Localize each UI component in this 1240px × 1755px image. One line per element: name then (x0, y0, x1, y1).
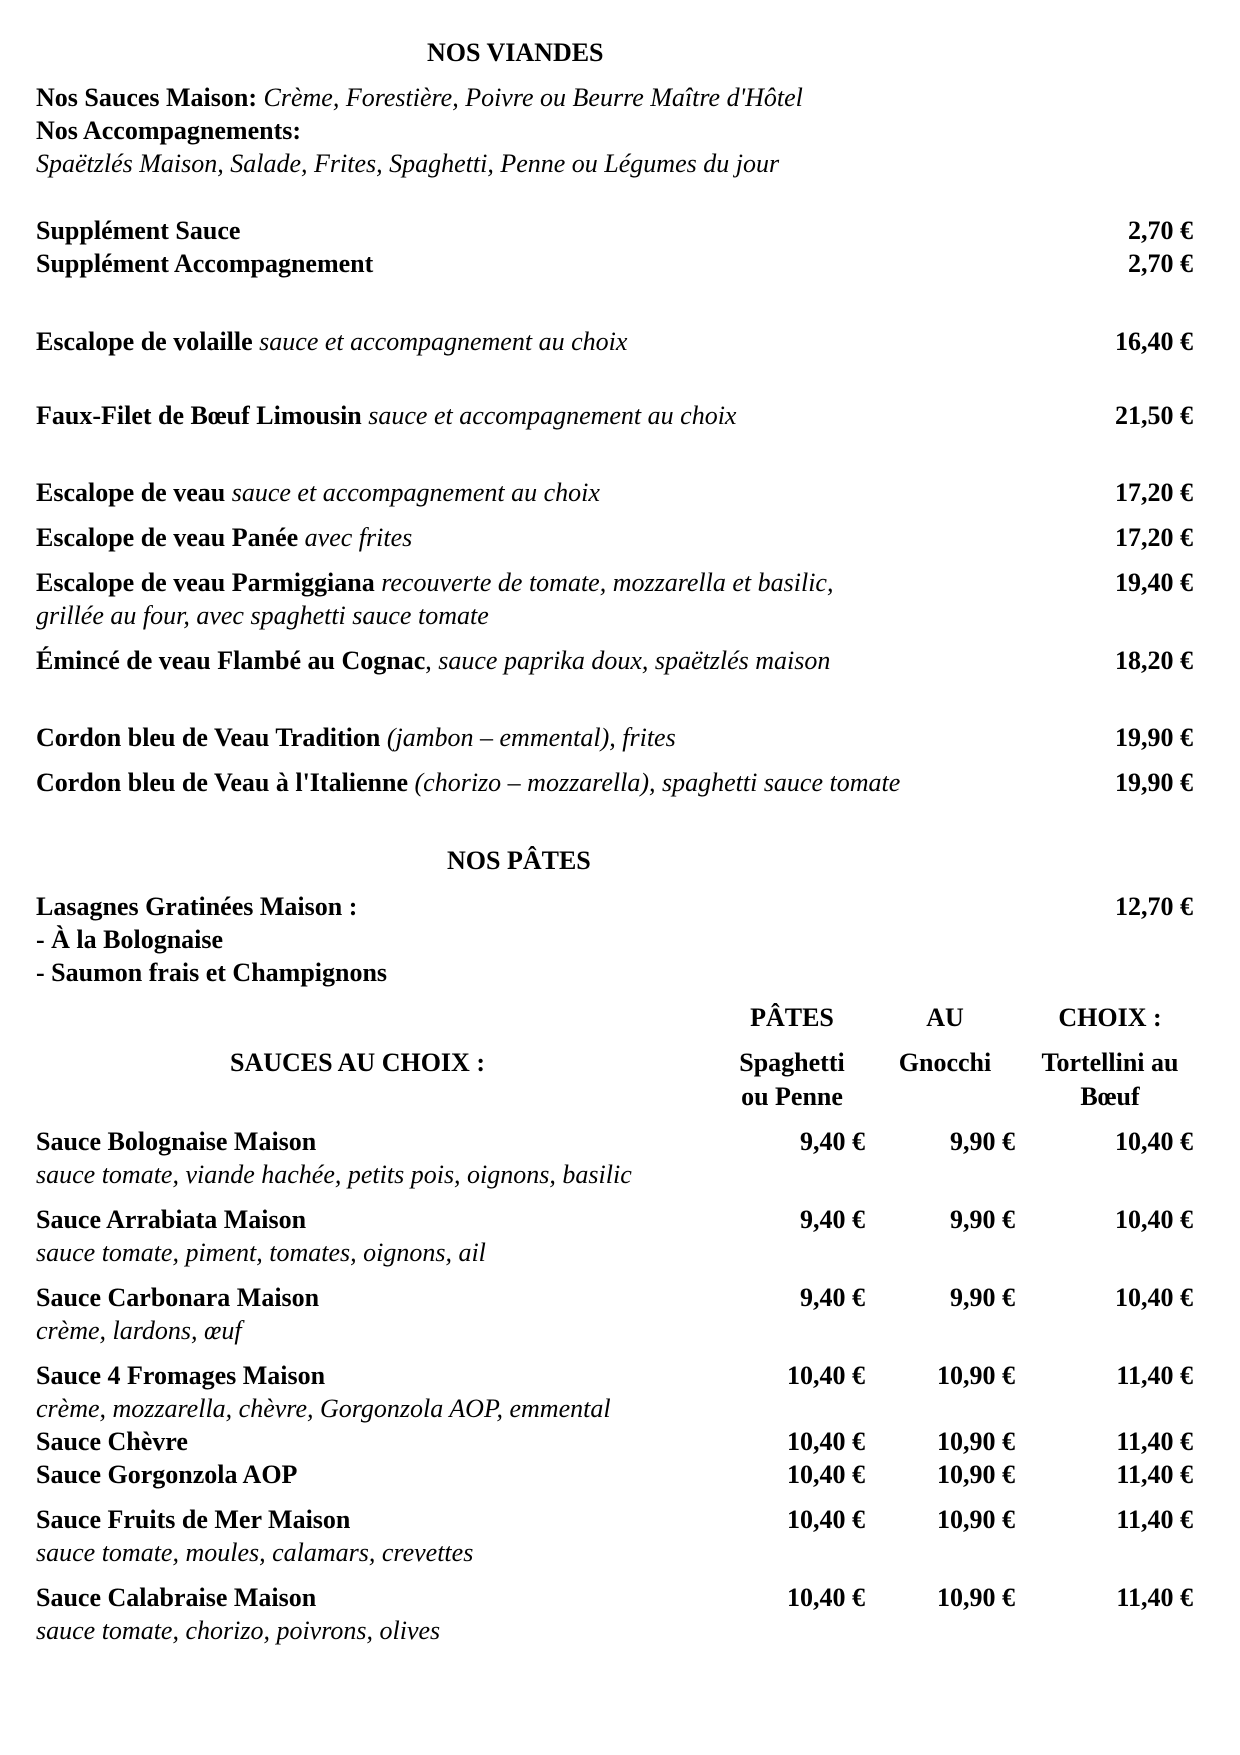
menu-item-name: Cordon bleu de Veau à l'Italienne (36, 768, 409, 797)
menu-item-name: Émincé de veau Flambé au Cognac (36, 646, 426, 675)
sauce-name: Sauce Fruits de Mer Maison (36, 1505, 351, 1534)
sauce-desc: crème, lardons, œuf (36, 1316, 242, 1345)
menu-item-desc: recouverte de tomate, mozzarella et basilic, (374, 568, 834, 597)
menu-item-price: 16,40 € (1115, 327, 1193, 356)
sauce-desc: sauce tomate, moules, calamars, crevettes (36, 1538, 474, 1567)
sauce-name: Sauce Bolognaise Maison (36, 1127, 317, 1156)
sauce-price-tortellini: 10,40 € (1115, 1283, 1193, 1312)
menu-item (36, 399, 736, 433)
sauce-price-gnocchi: 9,90 € (950, 1205, 1015, 1234)
sauce-price-tortellini: 11,40 € (1116, 1505, 1193, 1534)
menu-item-name: Escalope de volaille (36, 327, 253, 356)
section-title-viandes: NOS VIANDES (427, 38, 604, 67)
sauce-price-spaghetti: 10,40 € (787, 1427, 865, 1456)
column-header-line: Spaghetti (739, 1048, 845, 1077)
sauce-desc: sauce tomate, piment, tomates, oignons, ail (36, 1238, 486, 1267)
sauce-price-tortellini: 10,40 € (1115, 1205, 1193, 1234)
supplement-accompagnement: Supplément Accompagnement (36, 249, 374, 278)
sauce-name: Sauce Carbonara Maison (36, 1283, 320, 1312)
column-header-gnocchi (880, 1046, 1010, 1080)
menu-item (36, 644, 830, 678)
menu-item-desc: sauce et accompagnement au choix (252, 327, 628, 356)
accompagnements-label: Nos Accompagnements: (36, 116, 302, 145)
menu-item-desc: (jambon – emmental), frites (380, 723, 676, 752)
menu-item (36, 476, 600, 510)
menu-item (36, 566, 833, 600)
sauce-price-spaghetti: 10,40 € (787, 1460, 865, 1489)
column-header-line: Tortellini au (1041, 1048, 1179, 1077)
sauce-desc: crème, mozzarella, chèvre, Gorgonzola AOP, emmental (36, 1394, 611, 1423)
menu-item-name: Cordon bleu de Veau Tradition (36, 723, 381, 752)
menu-item-desc: sauce et accompagnement au choix (361, 401, 737, 430)
sauce-price-gnocchi: 10,90 € (937, 1361, 1015, 1390)
sauce-price-gnocchi: 9,90 € (950, 1283, 1015, 1312)
sauce-price-spaghetti: 10,40 € (787, 1583, 865, 1612)
supplement-sauce: Supplément Sauce (36, 216, 241, 245)
sauce-name: Sauce Arrabiata Maison (36, 1205, 307, 1234)
column-header-spaghetti (712, 1046, 872, 1114)
sauce-price-tortellini: 11,40 € (1116, 1361, 1193, 1390)
menu-item-desc: (chorizo – mozzarella), spaghetti sauce tomate (408, 768, 901, 797)
sauce-price-tortellini: 11,40 € (1116, 1583, 1193, 1612)
menu-item-price: 19,90 € (1115, 723, 1193, 752)
sauce-price-gnocchi: 10,90 € (937, 1427, 1015, 1456)
sauces-maison-line (36, 81, 803, 115)
sauce-price-spaghetti: 10,40 € (787, 1361, 865, 1390)
menu-item-price: 18,20 € (1115, 646, 1193, 675)
column-header-line: Gnocchi (898, 1048, 992, 1077)
header-au: AU (926, 1003, 964, 1032)
sauce-price-spaghetti: 9,40 € (800, 1283, 865, 1312)
sauce-price-gnocchi: 10,90 € (937, 1460, 1015, 1489)
column-header-line: ou Penne (741, 1082, 843, 1111)
lasagnes-name: Lasagnes Gratinées Maison : (36, 892, 358, 921)
menu-item-price: 19,90 € (1115, 768, 1193, 797)
lasagnes-price: 12,70 € (1115, 892, 1193, 921)
sauce-name: Sauce 4 Fromages Maison (36, 1361, 326, 1390)
sauce-name: Sauce Calabraise Maison (36, 1583, 317, 1612)
sauce-price-gnocchi: 10,90 € (937, 1583, 1015, 1612)
menu-item-desc: sauce paprika doux, spaëtzlés maison (431, 646, 831, 675)
menu-item-sep: , (425, 646, 432, 675)
menu-item-name: Escalope de veau Panée (36, 523, 299, 552)
menu-item (36, 721, 676, 755)
sauces-maison-label: Nos Sauces Maison: (36, 83, 258, 112)
supplement-accompagnement-price: 2,70 € (1128, 249, 1193, 278)
menu-item (36, 521, 412, 555)
lasagnes-option: - Saumon frais et Champignons (36, 958, 388, 987)
sauce-name: Sauce Gorgonzola AOP (36, 1460, 298, 1489)
column-header-line: Bœuf (1080, 1082, 1140, 1111)
sauce-price-spaghetti: 9,40 € (800, 1127, 865, 1156)
header-pates: PÂTES (750, 1003, 834, 1032)
header-choix: CHOIX : (1058, 1003, 1162, 1032)
sauces-au-choix-heading: SAUCES AU CHOIX : (230, 1048, 485, 1077)
sauce-price-gnocchi: 10,90 € (937, 1505, 1015, 1534)
menu-item-price: 17,20 € (1115, 478, 1193, 507)
menu-item (36, 325, 627, 359)
supplement-sauce-price: 2,70 € (1128, 216, 1193, 245)
menu-item-price: 21,50 € (1115, 401, 1193, 430)
menu-item-desc: avec frites (298, 523, 413, 552)
column-header-tortellini (1025, 1046, 1195, 1114)
menu-item-name: Escalope de veau Parmiggiana (36, 568, 375, 597)
accompagnements-text: Spaëtzlés Maison, Salade, Frites, Spaghetti, Penne ou Légumes du jour (36, 149, 780, 178)
sauce-name: Sauce Chèvre (36, 1427, 188, 1456)
sauce-price-spaghetti: 9,40 € (800, 1205, 865, 1234)
sauce-price-spaghetti: 10,40 € (787, 1505, 865, 1534)
section-title-pates: NOS PÂTES (447, 846, 591, 875)
menu-item-price: 17,20 € (1115, 523, 1193, 552)
sauce-price-tortellini: 10,40 € (1115, 1127, 1193, 1156)
sauce-desc: sauce tomate, chorizo, poivrons, olives (36, 1616, 441, 1645)
menu-item-price: 19,40 € (1115, 568, 1193, 597)
sauce-desc: sauce tomate, viande hachée, petits pois, oignons, basilic (36, 1160, 632, 1189)
sauce-price-tortellini: 11,40 € (1116, 1427, 1193, 1456)
sauce-price-tortellini: 11,40 € (1116, 1460, 1193, 1489)
menu-item-desc-line2: grillée au four, avec spaghetti sauce tomate (36, 601, 489, 630)
menu-item (36, 766, 900, 800)
lasagnes-option: - À la Bolognaise (36, 925, 224, 954)
menu-item-name: Escalope de veau (36, 478, 226, 507)
menu-item-name: Faux-Filet de Bœuf Limousin (36, 401, 362, 430)
menu-item-desc: sauce et accompagnement au choix (225, 478, 600, 507)
sauces-maison-text: Crème, Forestière, Poivre ou Beurre Maître d'Hôtel (263, 83, 803, 112)
sauce-price-gnocchi: 9,90 € (950, 1127, 1015, 1156)
